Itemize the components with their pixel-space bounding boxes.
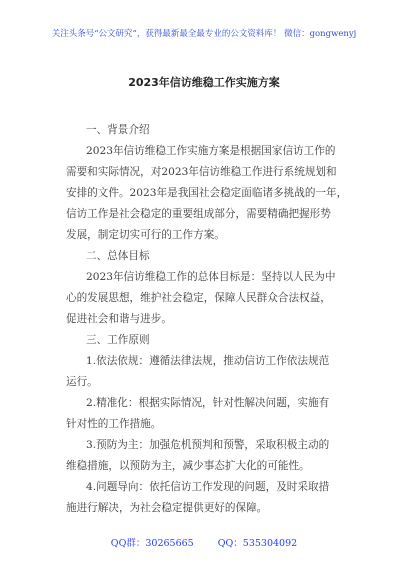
paragraph-line: 2.精准化：根据实际情况，针对性解决问题，实施有 xyxy=(86,397,330,409)
paragraph-line: 针对性的工作措施。 xyxy=(66,418,162,430)
paragraph-line: 发展，制定切实可行的工作方案。 xyxy=(66,229,225,241)
header-banner: 关注头条号“公文研究”，获得最新最全最专业的公文资料库！ 微信：gongwenyj xyxy=(51,29,357,39)
section-heading: 二、总体目标 xyxy=(86,250,150,262)
paragraph-line: 2023年信访维稳工作实施方案是根据国家信访工作的 xyxy=(86,145,336,157)
footer-qq-group: QQ群：30265665 xyxy=(110,538,194,549)
paragraph-line: 信访工作是社会稳定的重要组成部分，需要精确把握形势 xyxy=(66,208,331,220)
section-heading: 一、背景介绍 xyxy=(86,124,150,136)
paragraph-line: 需要和实际情况，对2023年信访维稳工作进行系统规划和 xyxy=(66,166,337,178)
document-title: 2023年信访维稳工作实施方案 xyxy=(128,76,280,89)
paragraph-line: 施进行解决，为社会稳定提供更好的保障。 xyxy=(66,502,268,514)
paragraph-line: 心的发展思想，维护社会稳定，保障人民群众合法权益， xyxy=(66,292,331,304)
paragraph-line: 维稳措施，以预防为主，减少事态扩大化的可能性。 xyxy=(66,460,310,472)
paragraph-line: 运行。 xyxy=(66,376,98,388)
footer-contact xyxy=(0,535,408,549)
paragraph-line: 1.依法依规：遵循法律法规，推动信访工作依法规范 xyxy=(86,355,330,367)
footer-qq: QQ：535304092 xyxy=(217,538,298,549)
paragraph-line: 安排的文件。2023年是我国社会稳定面临诸多挑战的一年， xyxy=(66,187,348,199)
paragraph-line: 促进社会和谐与进步。 xyxy=(66,313,172,325)
document-body xyxy=(66,120,348,519)
paragraph-line: 2023年信访维稳工作的总体目标是：坚持以人民为中 xyxy=(86,271,336,283)
paragraph-line: 4.问题导向：依托信访工作发现的问题，及时采取措 xyxy=(86,481,330,493)
paragraph-line: 3.预防为主：加强危机预判和预警，采取积极主动的 xyxy=(86,439,330,451)
section-heading: 三、工作原则 xyxy=(86,334,150,346)
